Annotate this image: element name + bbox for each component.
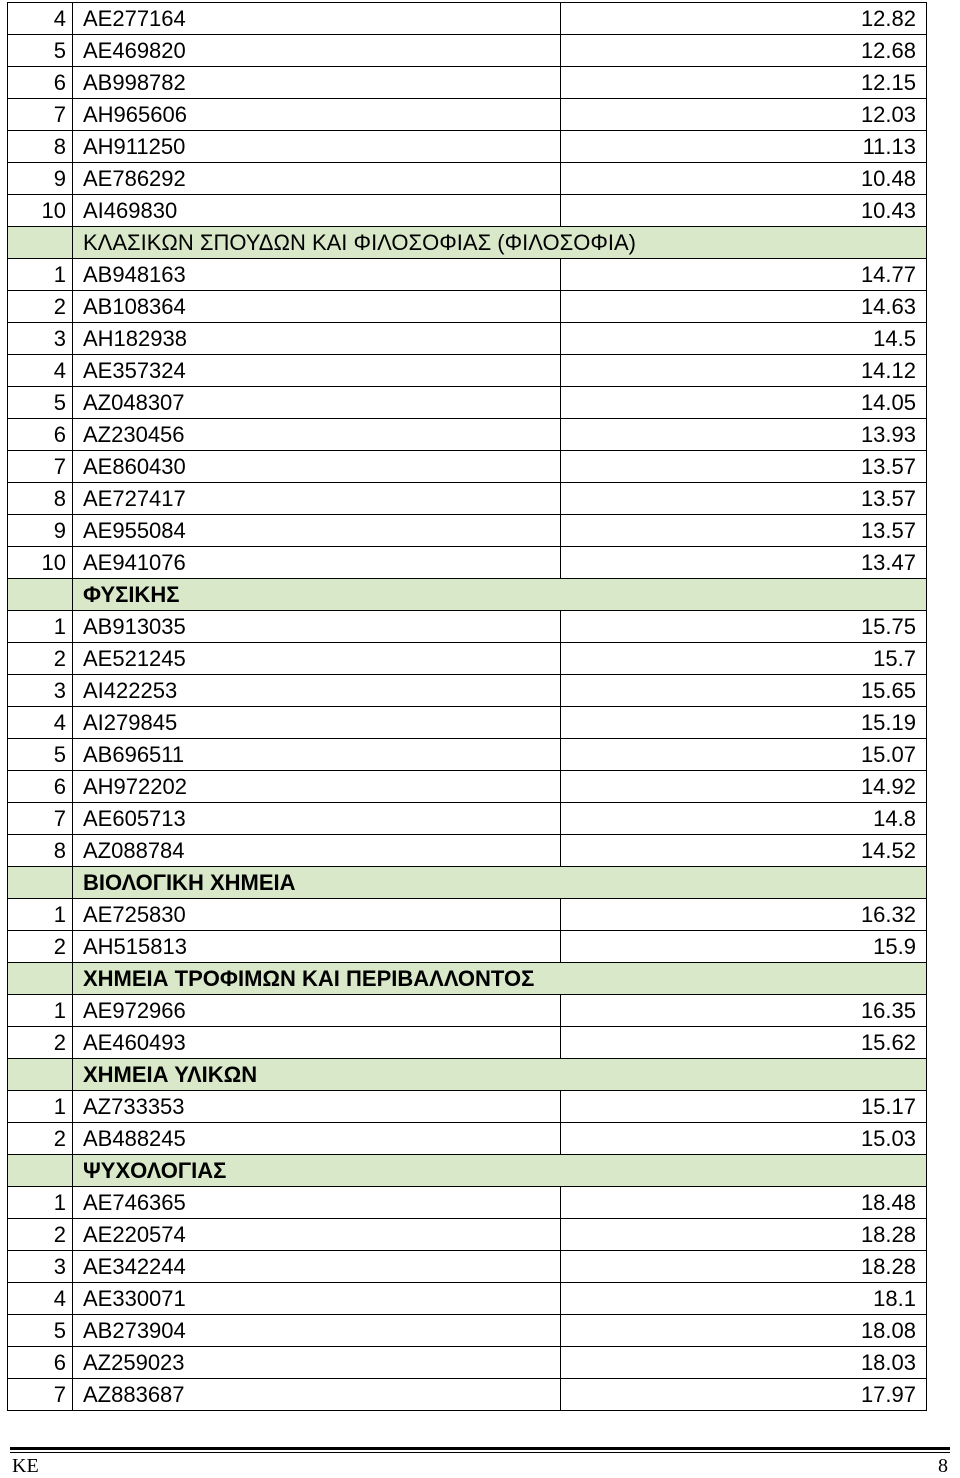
code-cell: ΑΒ913035 — [73, 611, 561, 643]
rank-cell: 6 — [8, 771, 73, 803]
table-row — [8, 1091, 927, 1123]
score-cell: 15.75 — [561, 611, 927, 643]
code-cell: ΑΒ696511 — [73, 739, 561, 771]
section-header-row — [8, 963, 927, 995]
code-cell: ΑΙ469830 — [73, 195, 561, 227]
score-cell: 13.47 — [561, 547, 927, 579]
rank-cell: 6 — [8, 419, 73, 451]
table-row — [8, 1027, 927, 1059]
score-cell: 16.32 — [561, 899, 927, 931]
table-row — [8, 451, 927, 483]
rank-cell: 7 — [8, 1379, 73, 1411]
code-cell: ΑΒ488245 — [73, 1123, 561, 1155]
rank-cell: 3 — [8, 675, 73, 707]
rank-cell: 2 — [8, 1219, 73, 1251]
score-cell: 14.77 — [561, 259, 927, 291]
rank-cell: 8 — [8, 483, 73, 515]
code-cell: ΑΖ230456 — [73, 419, 561, 451]
section-header-row — [8, 867, 927, 899]
score-cell: 18.28 — [561, 1251, 927, 1283]
code-cell: ΑΗ972202 — [73, 771, 561, 803]
code-cell: ΑΕ746365 — [73, 1187, 561, 1219]
table-row — [8, 515, 927, 547]
rank-cell: 4 — [8, 355, 73, 387]
code-cell: ΑΕ521245 — [73, 643, 561, 675]
table-row — [8, 259, 927, 291]
table-row — [8, 355, 927, 387]
table-row — [8, 3, 927, 35]
score-cell: 12.03 — [561, 99, 927, 131]
table-row — [8, 483, 927, 515]
table-row — [8, 195, 927, 227]
rank-cell: 5 — [8, 739, 73, 771]
table-row — [8, 291, 927, 323]
page-number: 8 — [938, 1455, 948, 1477]
section-title: ΒΙΟΛΟΓΙΚΗ ΧΗΜΕΙΑ — [73, 867, 927, 899]
score-cell: 14.8 — [561, 803, 927, 835]
section-title: ΧΗΜΕΙΑ ΥΛΙΚΩΝ — [73, 1059, 927, 1091]
code-cell: ΑΒ108364 — [73, 291, 561, 323]
results-table-container — [7, 2, 927, 1411]
code-cell: ΑΗ965606 — [73, 99, 561, 131]
code-cell: ΑΗ182938 — [73, 323, 561, 355]
rank-cell: 3 — [8, 323, 73, 355]
code-cell: ΑΕ860430 — [73, 451, 561, 483]
score-cell: 18.28 — [561, 1219, 927, 1251]
table-row — [8, 1251, 927, 1283]
rank-cell: 4 — [8, 707, 73, 739]
code-cell: ΑΗ515813 — [73, 931, 561, 963]
results-table — [7, 2, 927, 1411]
code-cell: ΑΕ220574 — [73, 1219, 561, 1251]
score-cell: 12.15 — [561, 67, 927, 99]
table-row — [8, 99, 927, 131]
score-cell: 18.1 — [561, 1283, 927, 1315]
table-row — [8, 803, 927, 835]
score-cell: 15.03 — [561, 1123, 927, 1155]
score-cell: 15.07 — [561, 739, 927, 771]
table-row — [8, 35, 927, 67]
rank-cell: 1 — [8, 259, 73, 291]
score-cell: 11.13 — [561, 131, 927, 163]
table-row — [8, 1123, 927, 1155]
section-num-cell — [8, 867, 73, 899]
rank-cell: 7 — [8, 803, 73, 835]
rank-cell: 1 — [8, 995, 73, 1027]
table-row — [8, 1315, 927, 1347]
section-num-cell — [8, 1059, 73, 1091]
section-header-row — [8, 1155, 927, 1187]
table-row — [8, 611, 927, 643]
footer-rule-thin — [10, 1452, 950, 1453]
score-cell: 14.12 — [561, 355, 927, 387]
table-row — [8, 995, 927, 1027]
score-cell: 15.65 — [561, 675, 927, 707]
section-header-row — [8, 579, 927, 611]
rank-cell: 7 — [8, 99, 73, 131]
rank-cell: 1 — [8, 899, 73, 931]
rank-cell: 10 — [8, 195, 73, 227]
code-cell: ΑΕ357324 — [73, 355, 561, 387]
table-row — [8, 419, 927, 451]
rank-cell: 4 — [8, 1283, 73, 1315]
table-row — [8, 835, 927, 867]
rank-cell: 5 — [8, 1315, 73, 1347]
score-cell: 10.43 — [561, 195, 927, 227]
code-cell: ΑΕ330071 — [73, 1283, 561, 1315]
footer-rule — [10, 1447, 950, 1450]
section-num-cell — [8, 963, 73, 995]
table-row — [8, 707, 927, 739]
rank-cell: 3 — [8, 1251, 73, 1283]
code-cell: ΑΕ277164 — [73, 3, 561, 35]
score-cell: 17.97 — [561, 1379, 927, 1411]
results-table-body — [8, 3, 927, 1411]
rank-cell: 2 — [8, 1027, 73, 1059]
code-cell: ΑΒ273904 — [73, 1315, 561, 1347]
table-row — [8, 547, 927, 579]
score-cell: 15.19 — [561, 707, 927, 739]
rank-cell: 5 — [8, 387, 73, 419]
section-title: ΚΛΑΣΙΚΩΝ ΣΠΟΥΔΩΝ ΚΑΙ ΦΙΛΟΣΟΦΙΑΣ (ΦΙΛΟΣΟΦΙΑ) — [73, 227, 927, 259]
section-title: ΨΥΧΟΛΟΓΙΑΣ — [73, 1155, 927, 1187]
rank-cell: 9 — [8, 163, 73, 195]
rank-cell: 1 — [8, 1091, 73, 1123]
table-row — [8, 771, 927, 803]
code-cell: ΑΒ998782 — [73, 67, 561, 99]
section-num-cell — [8, 579, 73, 611]
score-cell: 15.7 — [561, 643, 927, 675]
table-row — [8, 387, 927, 419]
code-cell: ΑΖ733353 — [73, 1091, 561, 1123]
section-num-cell — [8, 227, 73, 259]
code-cell: ΑΕ605713 — [73, 803, 561, 835]
table-row — [8, 131, 927, 163]
code-cell: ΑΖ883687 — [73, 1379, 561, 1411]
table-row — [8, 643, 927, 675]
rank-cell: 6 — [8, 1347, 73, 1379]
code-cell: ΑΕ469820 — [73, 35, 561, 67]
code-cell: ΑΖ048307 — [73, 387, 561, 419]
table-row — [8, 675, 927, 707]
section-header-row — [8, 1059, 927, 1091]
code-cell: ΑΕ725830 — [73, 899, 561, 931]
rank-cell: 7 — [8, 451, 73, 483]
table-row — [8, 931, 927, 963]
rank-cell: 6 — [8, 67, 73, 99]
table-row — [8, 899, 927, 931]
score-cell: 13.57 — [561, 515, 927, 547]
table-row — [8, 67, 927, 99]
code-cell: ΑΕ342244 — [73, 1251, 561, 1283]
code-cell: ΑΕ460493 — [73, 1027, 561, 1059]
rank-cell: 5 — [8, 35, 73, 67]
rank-cell: 2 — [8, 291, 73, 323]
score-cell: 14.92 — [561, 771, 927, 803]
code-cell: ΑΕ941076 — [73, 547, 561, 579]
score-cell: 18.48 — [561, 1187, 927, 1219]
score-cell: 15.17 — [561, 1091, 927, 1123]
footer-label: ΚΕ — [12, 1455, 39, 1477]
score-cell: 12.68 — [561, 35, 927, 67]
score-cell: 18.08 — [561, 1315, 927, 1347]
code-cell: ΑΒ948163 — [73, 259, 561, 291]
rank-cell: 4 — [8, 3, 73, 35]
rank-cell: 9 — [8, 515, 73, 547]
score-cell: 12.82 — [561, 3, 927, 35]
code-cell: ΑΕ955084 — [73, 515, 561, 547]
score-cell: 13.93 — [561, 419, 927, 451]
section-title: ΧΗΜΕΙΑ ΤΡΟΦΙΜΩΝ ΚΑΙ ΠΕΡΙΒΑΛΛΟΝΤΟΣ — [73, 963, 927, 995]
table-row — [8, 323, 927, 355]
score-cell: 15.9 — [561, 931, 927, 963]
score-cell: 14.63 — [561, 291, 927, 323]
table-row — [8, 1187, 927, 1219]
code-cell: ΑΖ088784 — [73, 835, 561, 867]
code-cell: ΑΕ727417 — [73, 483, 561, 515]
table-row — [8, 1283, 927, 1315]
score-cell: 14.5 — [561, 323, 927, 355]
code-cell: ΑΙ279845 — [73, 707, 561, 739]
rank-cell: 1 — [8, 611, 73, 643]
rank-cell: 2 — [8, 643, 73, 675]
code-cell: ΑΙ422253 — [73, 675, 561, 707]
score-cell: 10.48 — [561, 163, 927, 195]
code-cell: ΑΖ259023 — [73, 1347, 561, 1379]
score-cell: 18.03 — [561, 1347, 927, 1379]
rank-cell: 2 — [8, 931, 73, 963]
score-cell: 13.57 — [561, 451, 927, 483]
rank-cell: 2 — [8, 1123, 73, 1155]
rank-cell: 8 — [8, 131, 73, 163]
rank-cell: 1 — [8, 1187, 73, 1219]
table-row — [8, 163, 927, 195]
table-row — [8, 739, 927, 771]
rank-cell: 8 — [8, 835, 73, 867]
rank-cell: 10 — [8, 547, 73, 579]
section-title: ΦΥΣΙΚΗΣ — [73, 579, 927, 611]
table-row — [8, 1347, 927, 1379]
score-cell: 14.05 — [561, 387, 927, 419]
table-row — [8, 1219, 927, 1251]
score-cell: 13.57 — [561, 483, 927, 515]
section-header-row — [8, 227, 927, 259]
score-cell: 16.35 — [561, 995, 927, 1027]
section-num-cell — [8, 1155, 73, 1187]
code-cell: ΑΗ911250 — [73, 131, 561, 163]
code-cell: ΑΕ972966 — [73, 995, 561, 1027]
score-cell: 15.62 — [561, 1027, 927, 1059]
code-cell: ΑΕ786292 — [73, 163, 561, 195]
score-cell: 14.52 — [561, 835, 927, 867]
table-row — [8, 1379, 927, 1411]
